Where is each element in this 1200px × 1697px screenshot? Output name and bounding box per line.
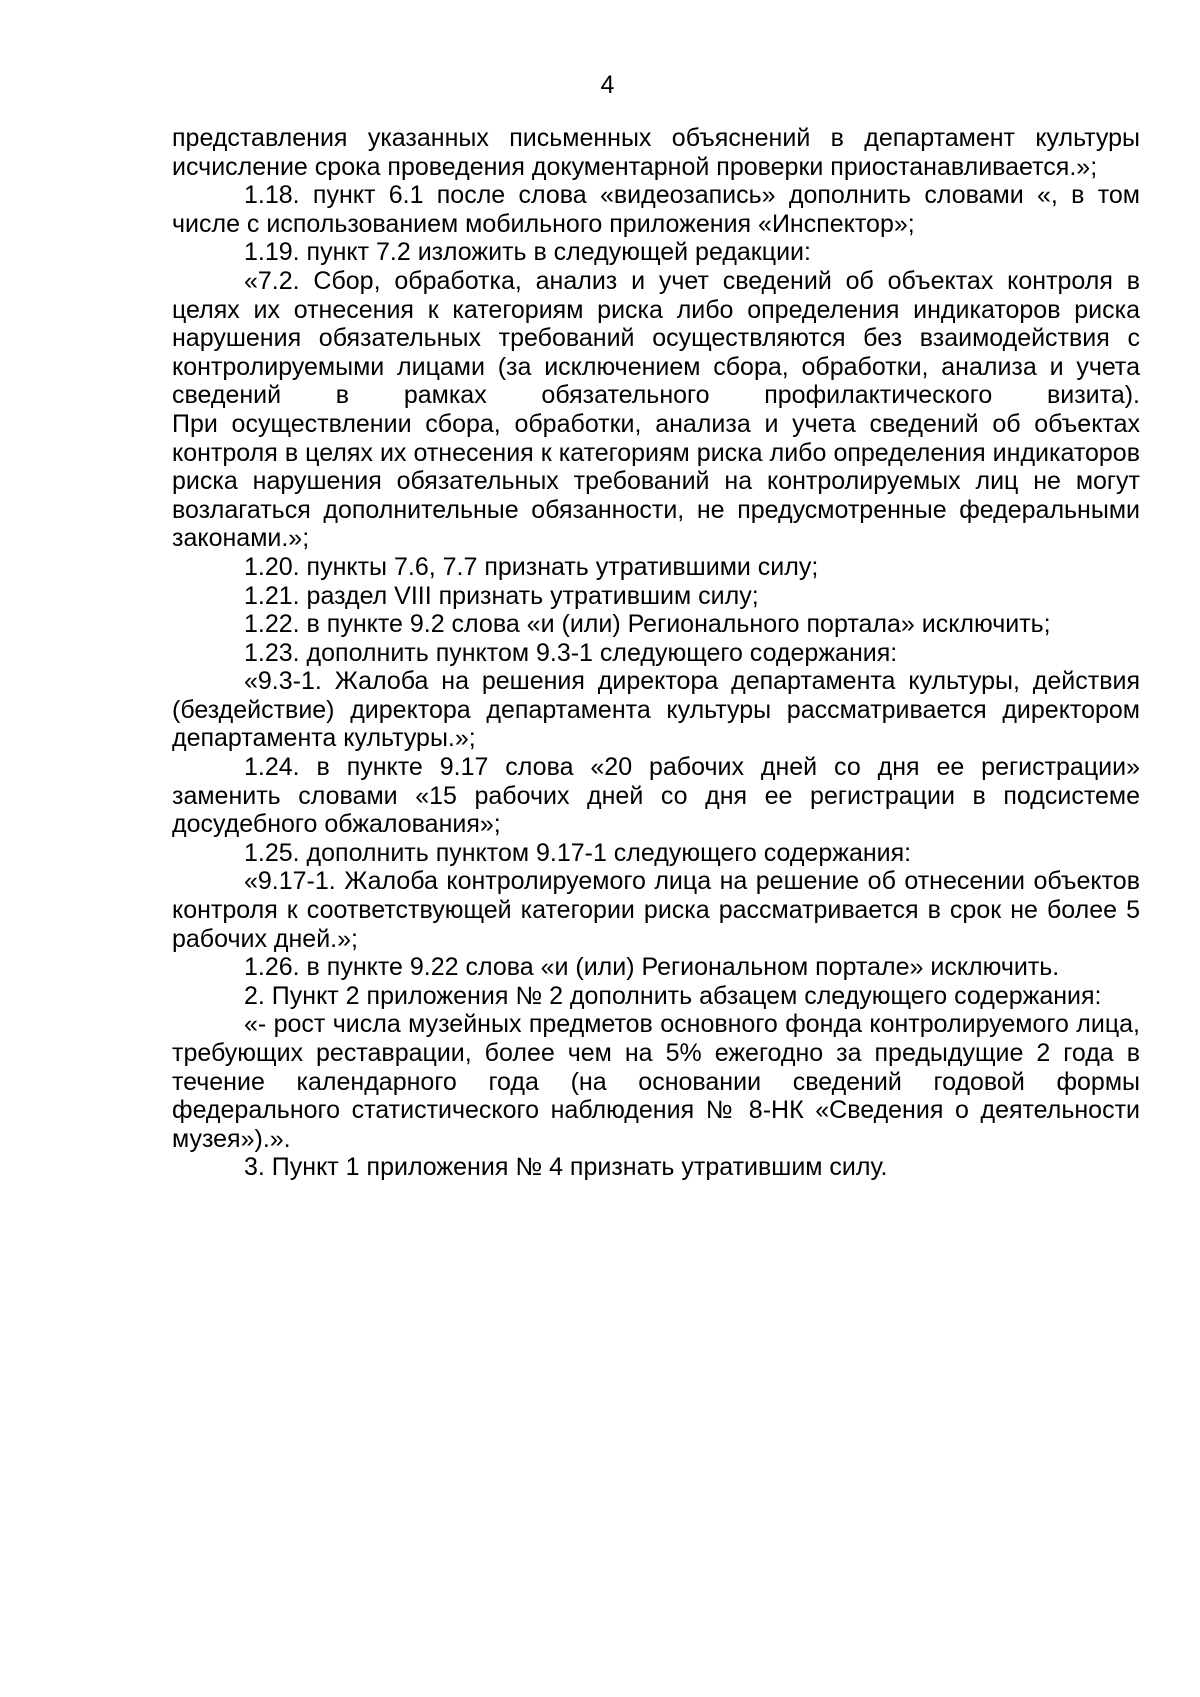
paragraph-1-22: 1.22. в пункте 9.2 слова «и (или) Регионального портала» исключить; <box>244 610 1051 639</box>
paragraph-1-19: 1.19. пункт 7.2 изложить в следующей редакции: <box>244 238 811 267</box>
paragraph-1-25: 1.25. дополнить пунктом 9.17-1 следующего содержания: <box>244 838 912 867</box>
paragraph-1-20: 1.20. пункты 7.6, 7.7 признать утратившими силу; <box>244 552 819 581</box>
paragraph-9-3-1-quote: «9.3-1. Жалоба на решения директора департамента культуры, действия (бездействие) директора департамента культуры рассматривается директором департамента культуры.»; <box>172 667 1140 753</box>
paragraph-1-18: 1.18. пункт 6.1 после слова «видеозапись» дополнить словами «, в том числе с использованием мобильного приложения «Инспектор»; <box>172 181 1140 238</box>
paragraph-3: 3. Пункт 1 приложения № 4 признать утратившим силу. <box>244 1153 888 1182</box>
paragraph-1-26: 1.26. в пункте 9.22 слова «и (или) Региональном портале» исключить. <box>244 953 1060 982</box>
paragraph-continuation: представления указанных письменных объяснений в департамент культуры исчисление срока проведения документарной проверки приостанавливается.»; <box>172 124 1140 181</box>
paragraph-2-quote: «- рост числа музейных предметов основного фонда контролируемого лица, требующих реставрации, более чем на 5% ежегодно за предыдущие 2 года в течение календарного года (на основании сведений годовой формы федерального статистического наблюдения № 8-НК «Сведения о деятельности музея»).». <box>172 1010 1140 1153</box>
paragraph-7-2-continuation: При осуществлении сбора, обработки, анализа и учета сведений об объектах контроля в целях их отнесения к категориям риска либо определения индикаторов риска нарушения обязательных требований на контролируемых лиц не могут возлагаться дополнительные обязанности, не предусмотренные федеральными законами.»; <box>172 409 1140 553</box>
paragraph-1-21: 1.21. раздел VIII признать утратившим силу; <box>244 581 759 610</box>
paragraph-1-24: 1.24. в пункте 9.17 слова «20 рабочих дней со дня ее регистрации» заменить словами «15 рабочих дней со дня ее регистрации в подсистеме досудебного обжалования»; <box>172 753 1140 839</box>
document-body <box>172 124 1140 1182</box>
paragraph-2: 2. Пункт 2 приложения № 2 дополнить абзацем следующего содержания: <box>244 981 1102 1010</box>
page-number: 4 <box>600 71 615 99</box>
paragraph-7-2-quote: «7.2. Сбор, обработка, анализ и учет сведений об объектах контроля в целях их отнесения к категориям риска либо определения индикаторов риска нарушения обязательных требований осуществляются без взаимодействия с контролируемыми лицами (за исключением сбора, обработки, анализа и учета сведений в рамках обязательного профилактического визита). <box>172 266 1140 410</box>
paragraph-1-23: 1.23. дополнить пунктом 9.3-1 следующего содержания: <box>244 638 898 667</box>
paragraph-9-17-1-quote: «9.17-1. Жалоба контролируемого лица на решение об отнесении объектов контроля к соответствующей категории риска рассматривается в срок не более 5 рабочих дней.»; <box>172 867 1140 953</box>
